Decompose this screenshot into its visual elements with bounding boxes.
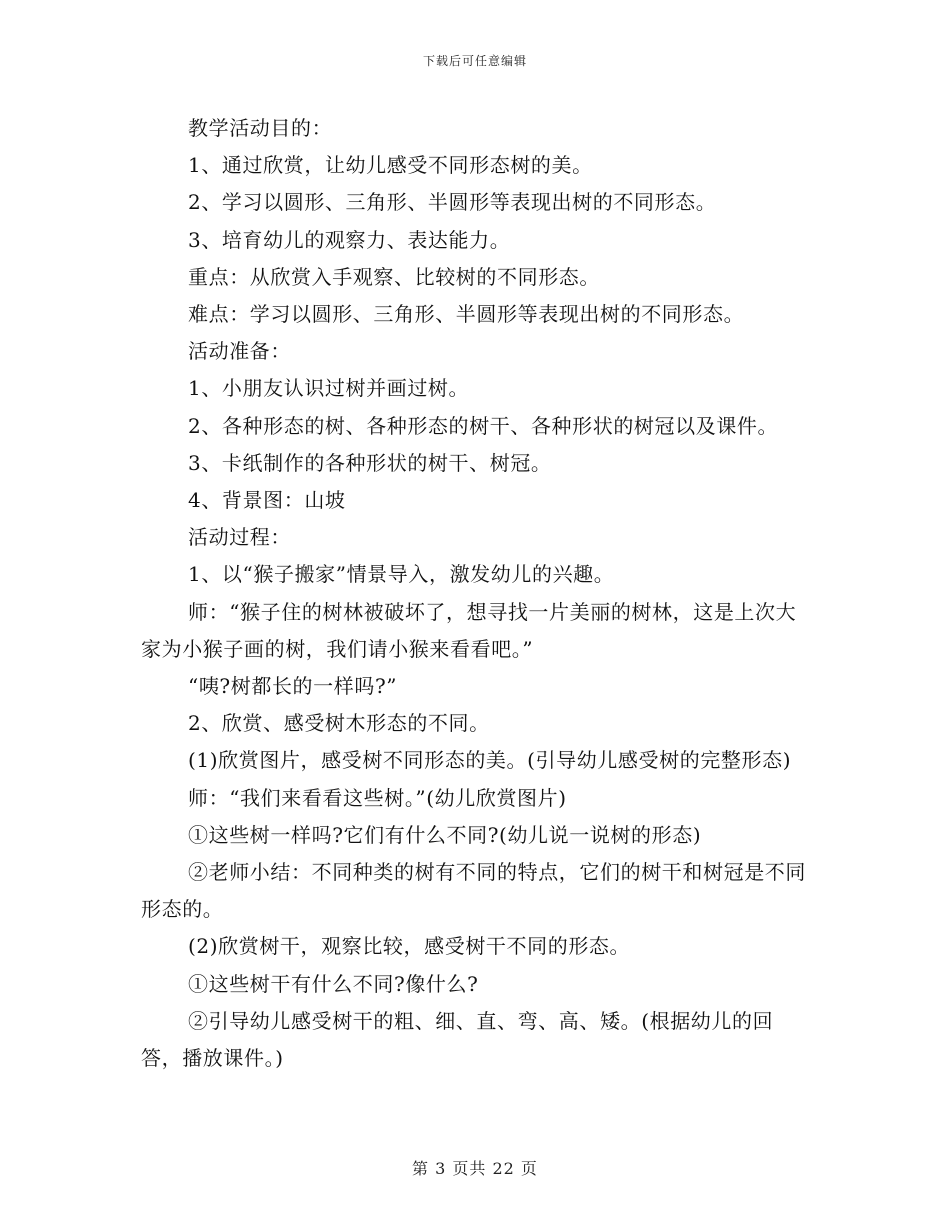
page-header-note: 下载后可任意编辑 xyxy=(422,54,527,68)
paragraph-process-1: 1、以“猴子搬家”情景导入，激发幼儿的兴趣。 xyxy=(188,562,615,587)
paragraph-preparation-heading: 活动准备： xyxy=(188,339,291,364)
paragraph-circle-2a: ②老师小结：不同种类的树有不同的特点，它们的树干和树冠是不同形态的。 xyxy=(141,860,806,922)
paragraph-key-point: 重点：从欣赏入手观察、比较树的不同形态。 xyxy=(188,264,600,289)
paragraph-objective-3: 3、培育幼儿的观察力、表达能力。 xyxy=(188,227,511,252)
paragraph-question: “咦?树都长的一样吗?” xyxy=(188,674,398,699)
page-number: 第 3 页共 22 页 xyxy=(412,1159,538,1178)
paragraph-circle-1b: ①这些树干有什么不同?像什么? xyxy=(188,971,479,996)
paragraph-step-1: (1)欣赏图片，感受树不同形态的美。(引导幼儿感受树的完整形态) xyxy=(188,748,792,773)
paragraph-process-heading: 活动过程： xyxy=(188,525,291,550)
paragraph-teacher-intro: 师：“猴子住的树林被破坏了，想寻找一片美丽的树林，这是上次大家为小猴子画的树，我们请小猴来看看吧。” xyxy=(141,599,797,661)
paragraph-circle-2b: ②引导幼儿感受树干的粗、细、直、弯、高、矮。(根据幼儿的回答，播放课件。) xyxy=(141,1008,774,1071)
paragraph-process-2: 2、欣赏、感受树木形态的不同。 xyxy=(188,711,490,736)
paragraph-teacher-look: 师：“我们来看看这些树。”(幼儿欣赏图片) xyxy=(188,785,567,810)
paragraph-objective-2: 2、学习以圆形、三角形、半圆形等表现出树的不同形态。 xyxy=(188,190,717,215)
paragraph-objectives-heading: 教学活动目的： xyxy=(188,116,333,140)
paragraph-preparation-4: 4、背景图：山坡 xyxy=(188,488,346,513)
paragraph-preparation-2: 2、各种形态的树、各种形态的树干、各种形状的树冠以及课件。 xyxy=(188,413,779,438)
paragraph-difficulty: 难点：学习以圆形、三角形、半圆形等表现出树的不同形态。 xyxy=(188,302,745,327)
paragraph-preparation-3: 3、卡纸制作的各种形状的树干、树冠。 xyxy=(188,450,552,475)
document-body xyxy=(141,110,811,1077)
paragraph-objective-1: 1、通过欣赏，让幼儿感受不同形态树的美。 xyxy=(188,153,593,178)
paragraph-circle-1a: ①这些树一样吗?它们有什么不同?(幼儿说一说树的形态) xyxy=(188,822,702,847)
paragraph-preparation-1: 1、小朋友认识过树并画过树。 xyxy=(188,376,470,401)
paragraph-step-2: (2)欣赏树干，观察比较，感受树干不同的形态。 xyxy=(188,934,631,959)
